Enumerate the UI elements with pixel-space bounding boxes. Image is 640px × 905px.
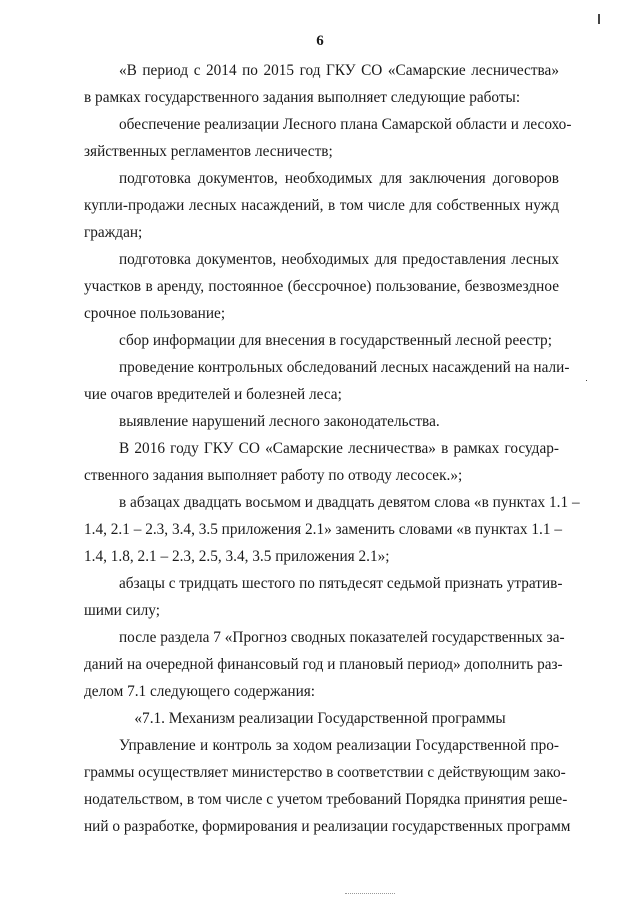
- page-number: 6: [316, 33, 324, 49]
- paragraph-line: 1.4, 2.1 – 2.3, 3.4, 3.5 приложения 2.1» заменить словами «в пунктах 1.1 –: [84, 521, 562, 538]
- paragraph-line: «В период с 2014 по 2015 год ГКУ СО «Самарские лесничества»: [119, 62, 559, 79]
- paragraph-line: граждан;: [84, 224, 143, 241]
- paragraph-line: В 2016 году ГКУ СО «Самарские лесничества» в рамках государ-: [119, 440, 559, 457]
- paragraph-line: зяйственных регламентов лесничеств;: [84, 143, 333, 160]
- paragraph-line: шими силу;: [84, 602, 160, 619]
- section-heading: «7.1. Механизм реализации Государственной программы: [134, 710, 506, 727]
- paragraph-line: купли-продажи лесных насаждений, в том числе для собственных нужд: [84, 197, 559, 214]
- scan-mark: [598, 14, 600, 24]
- paragraph-line: Управление и контроль за ходом реализации Государственной про-: [119, 737, 559, 754]
- paragraph-line: даний на очередной финансовый год и плановый период» дополнить раз-: [84, 656, 563, 673]
- paragraph-line: после раздела 7 «Прогноз сводных показателей государственных за-: [119, 629, 565, 646]
- paragraph-line: ний о разработке, формирования и реализации государственных программ: [84, 818, 571, 835]
- paragraph-line: проведение контрольных обследований лесных насаждений на нали-: [119, 359, 570, 376]
- paragraph-line: нодательством, в том числе с учетом требований Порядка принятия реше-: [84, 791, 568, 808]
- paragraph-line: сбор информации для внесения в государственный лесной реестр;: [119, 332, 552, 349]
- paragraph-line: подготовка документов, необходимых для заключения договоров: [119, 170, 559, 187]
- paragraph-line: делом 7.1 следующего содержания:: [84, 683, 316, 700]
- paragraph-line: подготовка документов, необходимых для предоставления лесных: [119, 251, 559, 268]
- paragraph-line: ственного задания выполняет работу по отводу лесосек.»;: [84, 467, 463, 484]
- paragraph-line: 1.4, 1.8, 2.1 – 2.3, 2.5, 3.4, 3.5 приложения 2.1»;: [84, 548, 390, 565]
- scan-speck: [586, 380, 587, 381]
- paragraph-line: участков в аренду, постоянное (бессрочное) пользование, безвозмездное: [84, 278, 559, 295]
- paragraph-line: в абзацах двадцать восьмом и двадцать девятом слова «в пунктах 1.1 –: [119, 494, 580, 511]
- paragraph-line: абзацы с тридцать шестого по пятьдесят седьмой признать утратив-: [119, 575, 563, 592]
- scan-artifact: [345, 893, 395, 895]
- paragraph-line: обеспечение реализации Лесного плана Самарской области и лесохо-: [119, 116, 572, 133]
- paragraph-line: выявление нарушений лесного законодательства.: [119, 413, 440, 430]
- paragraph-line: чие очагов вредителей и болезней леса;: [84, 386, 342, 403]
- paragraph-line: в рамках государственного задания выполняет следующие работы:: [84, 89, 521, 106]
- paragraph-line: граммы осуществляет министерство в соответствии с действующим зако-: [84, 764, 566, 781]
- paragraph-line: срочное пользование;: [84, 305, 226, 322]
